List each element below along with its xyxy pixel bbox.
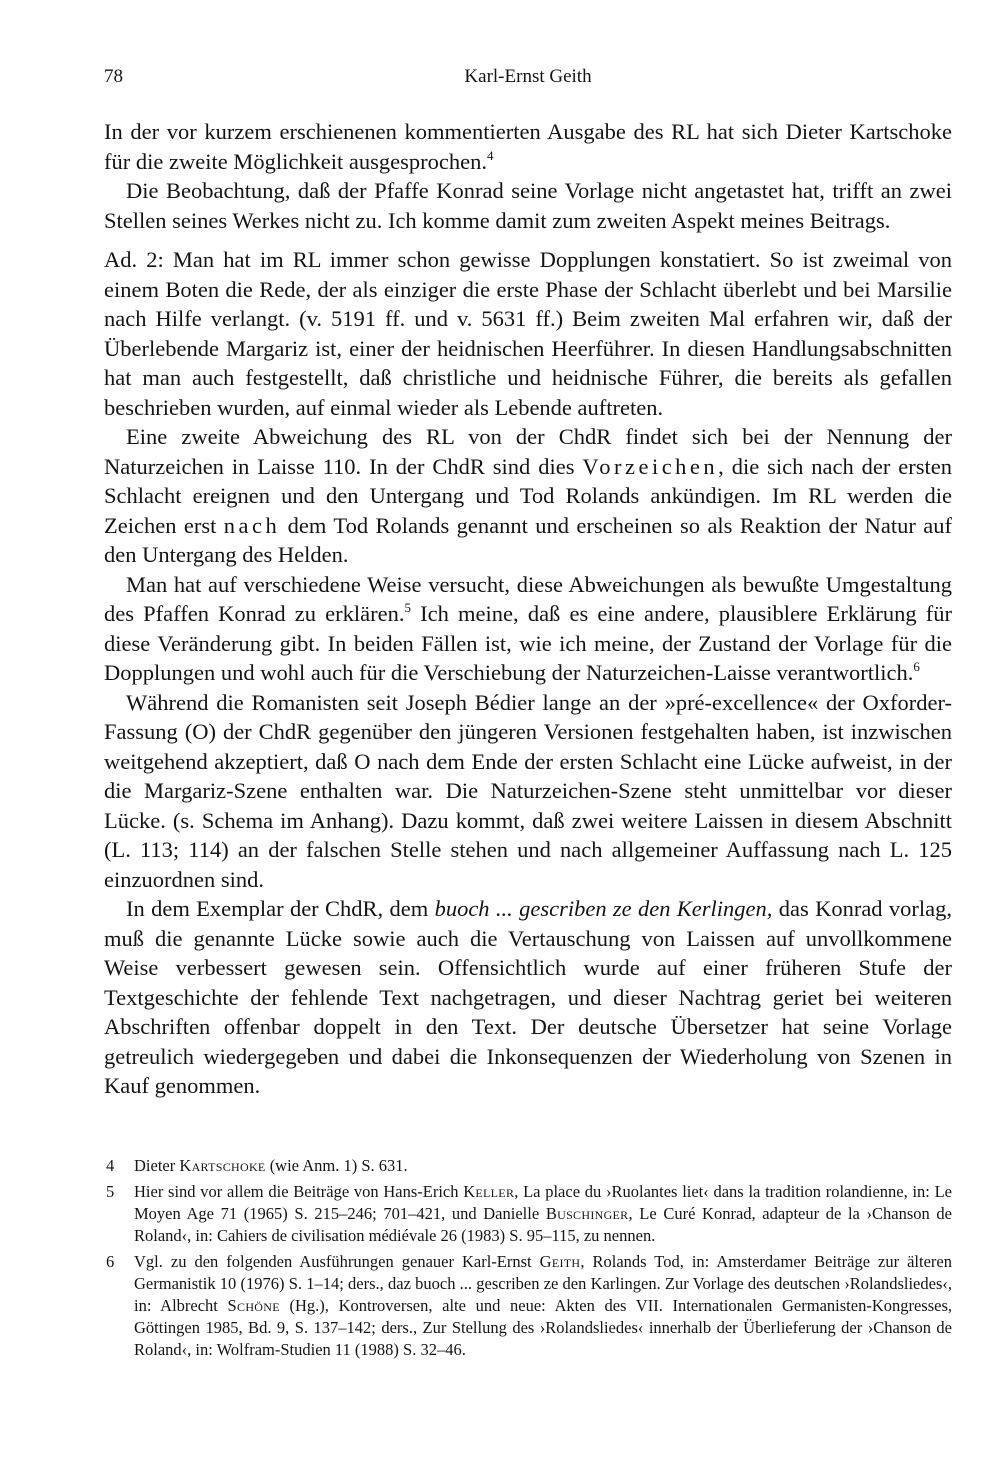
- paragraph: Die Beobachtung, daß der Pfaffe Konrad seine Vorlage nicht angetastet hat, trifft an zwei Stellen seines Werkes nicht zu. Ich komme damit zum zweiten Aspekt meines Beitrags.: [104, 178, 952, 233]
- paragraph: Während die Romanisten seit Joseph Bédier lange an der »pré-excellence« der Oxforder-Fassung (O) der ChdR gegenüber den jüngeren Versionen festgehalten haben, ist inzwischen weitgehend akzeptiert, daß O nach dem Ende der ersten Schlacht eine Lücke aufweist, in der die Margariz-Szene enthalten war. Die Naturzeichen-Szene steht unmittelbar vor dieser Lücke. (s. Schema im Anhang). Dazu kommt, daß zwei weitere Laissen in diesem Abschnitt (L. 113; 114) an der falschen Stelle stehen und nach allgemeiner Auffassung nach L. 125 einzuordnen sind.: [104, 689, 952, 892]
- footnote-ref: 4: [487, 147, 494, 163]
- main-text: [104, 117, 952, 1101]
- paragraph: Man hat auf verschiedene Weise versucht, diese Abweichungen als bewußte Umgestaltung des Pfaffen Konrad zu erklären.$^5$ Ich meine, daß es eine andere, plausiblere Erklärung für diese Veränderung gibt. In beiden Fällen ist, wie ich meine, der Zustand der Vorlage für die Dopplungen und wohl auch für die Verschiebung der Naturzeichen-Laisse verantwortlich.$^6$: [104, 571, 952, 685]
- paragraph: In dem Exemplar der ChdR, dem buoch ... gescriben ze den Kerlingen, das Konrad vorlag, muß die genannte Lücke sowie auch die Vertauschung von Laissen auf unvollkommene Weise verbessert gewesen sein. Offensichtlich wurde auf einer früheren Stufe der Textgeschichte der fehlende Text nachgetragen, und dieser Nachtrag geriet bei weiteren Abschriften offenbar doppelt in den Text. Der deutsche Übersetzer hat seine Vorlage getreulich wiedergegeben und dabei die Inkonsequenzen der Wiederholung von Szenen in Kauf genommen.: [104, 896, 952, 1098]
- spaced-emphasis: nach: [223, 512, 281, 538]
- footnote-ref: 6: [913, 659, 920, 674]
- footnotes: [104, 1155, 952, 1365]
- footnote-number: 5: [106, 1182, 115, 1201]
- footnote-ref: 5: [404, 600, 411, 615]
- footnote-number: 6: [106, 1252, 115, 1271]
- spaced-emphasis: Vorzeichen: [582, 453, 719, 479]
- paragraph: Eine zweite Abweichung des RL von der ChdR findet sich bei der Nennung der Naturzeichen in Laisse 110. In der ChdR sind dies Vorzeichen, die sich nach der ersten Schlacht ereignen und den Untergang und Tod Rolands ankündigen. Im RL werden die Zeichen erst nach dem Tod Rolands genannt und erscheinen so als Reaktion der Natur auf den Untergang des Helden.: [104, 424, 952, 567]
- italic-quote: buoch ... gescriben ze den Kerlingen,: [434, 896, 773, 921]
- paragraph: In der vor kurzem erschienenen kommentierten Ausgabe des RL hat sich Dieter Kartschoke für die zweite Möglichkeit ausgesprochen.$^4$: [104, 119, 952, 174]
- footnote: 5 Hier sind vor allem die Beiträge von Hans-Erich Keller, La place du ›Ruolantes liet‹ dans la tradition rolandienne, in: Le Moyen Age 71 (1965) S. 215–246; 701–421, und Danielle Buschinger, Le Curé Konrad, adapteur de la ›Chanson de Roland‹, in: Cahiers de civilisation médiévale 26 (1983) S. 95–115, zu nennen.: [106, 1182, 952, 1245]
- footnote-number: 4: [106, 1156, 115, 1175]
- paragraph: Ad. 2: Man hat im RL immer schon gewisse Dopplungen konstatiert. So ist zweimal von einem Boten die Rede, der als einziger die erste Phase der Schlacht überlebt und bei Marsilie nach Hilfe verlangt. (v. 5191 ff. und v. 5631 ff.) Beim zweiten Mal erfahren wir, daß der Überlebende Margariz ist, einer der heidnischen Heerführer. In diesen Handlungsabschnitten hat man auch festgestellt, daß christliche und heidnische Führer, die bereits als gefallen beschrieben wurden, auf einmal wieder als Lebende auftreten.: [104, 247, 952, 420]
- footnote: 4 Dieter Kartschoke (wie Anm. 1) S. 631.: [106, 1156, 408, 1175]
- page-number: 78: [104, 66, 123, 87]
- page-header: [104, 66, 952, 94]
- footnote: 6 Vgl. zu den folgenden Ausführungen genauer Karl-Ernst Geith, Rolands Tod, in: Amsterdamer Beiträge zur älteren Germanistik 10 (1976) S. 1–14; ders., daz buoch ... gescriben ze den Karlingen. Zur Vorlage des deutschen ›Rolandsliedes‹, in: Albrecht Schöne (Hg.), Kontroversen, alte und neue: Akten des VII. Internationalen Germanisten-Kongresses, Göttingen 1985, Bd. 9, S. 137–142; ders., Zur Stellung des ›Rolandsliedes‹ innerhalb der Überlieferung der ›Chanson de Roland‹, in: Wolfram-Studien 11 (1988) S. 32–46.: [106, 1252, 953, 1359]
- running-head: Karl-Ernst Geith: [464, 66, 592, 87]
